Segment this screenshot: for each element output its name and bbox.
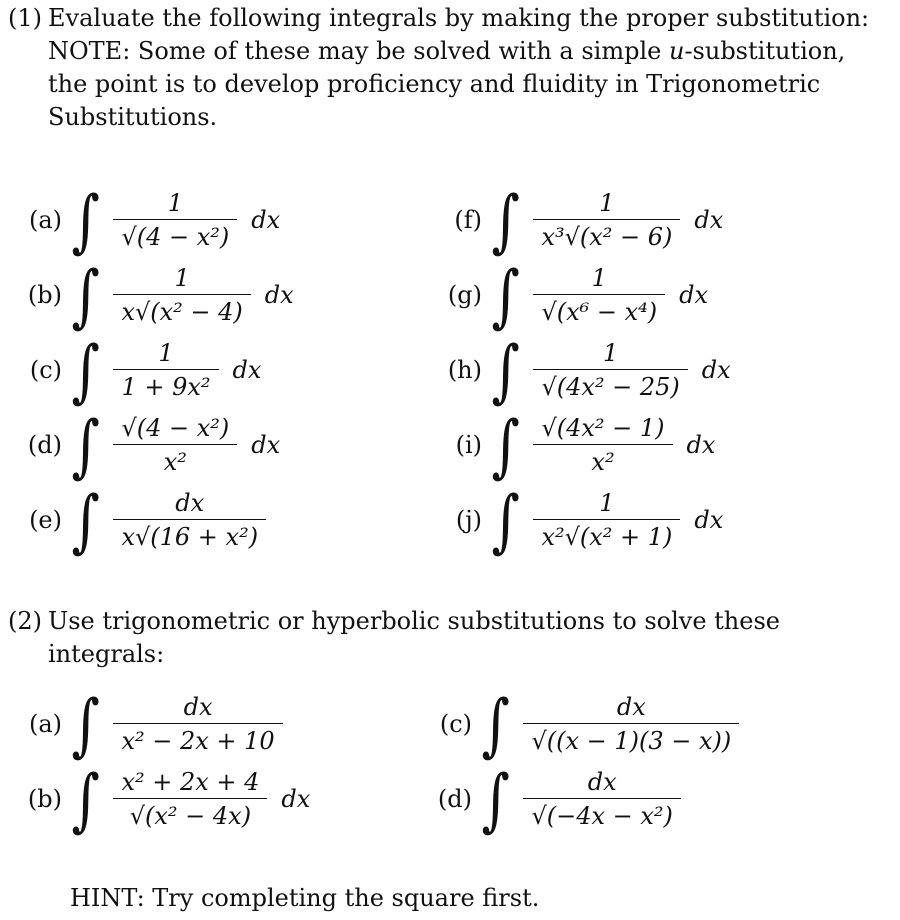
section-1-intro (8, 2, 888, 134)
fraction: $\frac{dx}{\text{x² − 2x + 10}}$ (113, 693, 282, 755)
integral-sign: ∫ (71, 482, 100, 561)
integral-sign: ∫ (71, 332, 100, 411)
problem-1h: (h) ∫ $\frac{1}{\text{√(4x² − 25)}}$ dx (447, 332, 731, 411)
fraction: $\frac{1}{\text{√(4x² − 25)}}$ (533, 339, 687, 401)
hint-text: HINT: Try completing the square first. (70, 884, 540, 912)
fraction: $\frac{1}{\text{x³√(x² − 6)}}$ (533, 189, 680, 251)
fraction: $\frac{dx}{\text{√(−4x − x²)}}$ (523, 768, 680, 830)
fraction: $\frac{\text{√(4 − x²)}}{\text{x²}}$ (113, 414, 237, 476)
section-1-number: (1) (8, 4, 42, 32)
section-1-note: NOTE: Some of these may be solved with a simple u-substitution, the point is to develop proficiency and fluidity in Trigonometric Substitutions. (48, 37, 846, 131)
fraction: $\frac{1}{\text{x√(x² − 4)}}$ (113, 264, 250, 326)
problem-1e: (e) ∫ $\frac{dx}{\text{x√(16 + x²)}}$ (18, 483, 280, 557)
problem-1j: (j) ∫ $\frac{1}{\text{x²√(x² + 1)}}$ dx (455, 482, 724, 561)
problem-2c: (c) ∫ $\frac{dx}{√((x - 1)(3 - x))}$ (428, 687, 753, 761)
integral-sign: ∫ (71, 686, 100, 765)
integral-sign: ∫ (491, 182, 520, 261)
integral-sign: ∫ (481, 686, 510, 765)
integral-sign: ∫ (491, 482, 520, 561)
section-2-number: (2) (8, 607, 42, 635)
integral-sign: ∫ (491, 257, 520, 336)
integral-sign: ∫ (71, 257, 100, 336)
fraction: $\frac{1}{\text{1 + 9x²}}$ (113, 339, 218, 401)
fraction: $\frac{1}{\text{√(4 − x²)}}$ (113, 189, 237, 251)
problem-2d: (d) ∫ $\frac{dx}{\text{√(−4x − x²)}}$ (428, 762, 695, 836)
problem-1b: (b) ∫ $\frac{1}{\text{x√(x² − 4)}}$ dx (27, 257, 294, 336)
section-1-instruction: Evaluate the following integrals by making the proper substitution: (48, 4, 870, 32)
section-2-instruction: Use trigonometric or hyperbolic substitutions to solve these integrals: (48, 607, 780, 668)
section-2-intro (8, 605, 888, 671)
problem-1a: (a) ∫ $\frac{1}{\text{√(4 − x²)}}$ dx (28, 182, 281, 261)
problem-1i: (i) ∫ $\frac{\text{√(4x² − 1)}}{\text{x²}}$ dx (455, 407, 716, 486)
problem-1g: (g) ∫ $\frac{1}{\text{√(x⁶ − x⁴)}}$ dx (447, 257, 709, 336)
fraction: $\frac{\text{√(4x² − 1)}}{\text{x²}}$ (533, 414, 672, 476)
integral-sign: ∫ (481, 761, 510, 840)
problem-1c: (c) ∫ $\frac{1}{\text{1 + 9x²}}$ dx (29, 332, 262, 411)
problem-1d: (d) ∫ $\frac{\text{√(4 − x²)}}{\text{x²}}$ dx (27, 407, 281, 486)
problem-2a: (a) ∫ $\frac{dx}{\text{x² − 2x + 10}}$ (18, 687, 297, 761)
integral-sign: ∫ (491, 407, 520, 486)
integral-sign: ∫ (491, 332, 520, 411)
problem-1f: (f) ∫ $\frac{1}{\text{x³√(x² − 6)}}$ dx (454, 182, 724, 261)
fraction: $\frac{\text{x² + 2x + 4}}{\text{√(x² − 4x)}}$ (113, 768, 267, 830)
problem-2b: (b) ∫ $\frac{\text{x² + 2x + 4}}{\text{√(x² − 4x)}}$ dx (27, 761, 311, 840)
fraction: $\frac{1}{\text{√(x⁶ − x⁴)}}$ (533, 264, 665, 326)
fraction: $\frac{dx}{√((x - 1)(3 - x))}$ (523, 693, 739, 755)
integral-sign: ∫ (71, 761, 100, 840)
fraction: $\frac{1}{\text{x²√(x² + 1)}}$ (533, 489, 680, 551)
integral-sign: ∫ (71, 407, 100, 486)
fraction: $\frac{dx}{\text{x√(16 + x²)}}$ (113, 489, 266, 551)
integral-sign: ∫ (71, 182, 100, 261)
